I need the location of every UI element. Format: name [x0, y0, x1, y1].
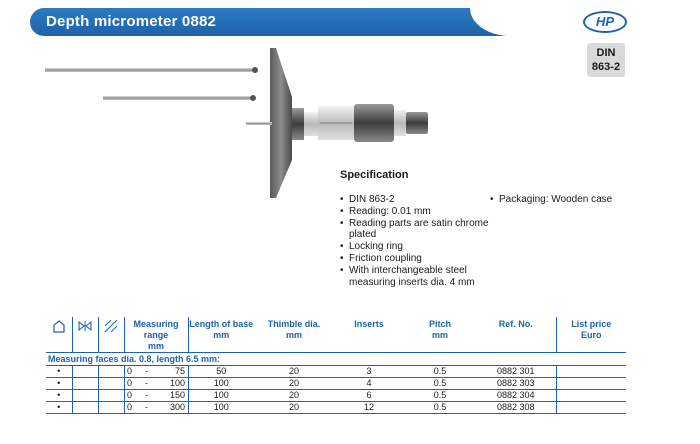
cell-pitch: 0.5	[404, 390, 476, 402]
cell-pitch: 0.5	[404, 378, 476, 390]
header-inserts: Inserts	[354, 319, 384, 329]
specification-text: Reading: 0.01 mm	[349, 205, 431, 217]
cell-inserts: 12	[334, 402, 404, 414]
specification-list-primary	[340, 194, 490, 288]
table-group-row	[46, 353, 626, 366]
page-title: Depth micrometer 0882	[46, 13, 217, 30]
cell-availability-mark: •	[46, 378, 72, 390]
product-table-wrapper	[46, 317, 626, 414]
cell-empty	[72, 402, 98, 414]
table-row	[46, 390, 626, 402]
bullet-mark: •	[340, 241, 344, 253]
range-from: 0	[127, 378, 133, 388]
range-to: 75	[174, 366, 185, 376]
specification-item	[340, 194, 490, 206]
range-to: 300	[169, 402, 185, 412]
range-from: 0	[127, 390, 133, 400]
specification-text: With interchangeable steel measuring inserts dia. 4 mm	[349, 264, 475, 288]
cell-ref-no: 0882 301	[476, 366, 556, 378]
specification-text: Reading parts are satin chrome plated	[349, 217, 489, 241]
cell-list-price	[556, 378, 626, 390]
cell-thimble-dia: 20	[254, 366, 334, 378]
header-measuring-range: Measuring range mm	[124, 317, 188, 353]
cell-measuring-range	[124, 402, 188, 414]
din-badge-line2: 863-2	[591, 61, 621, 73]
cell-length-of-base: 100	[188, 402, 254, 414]
din-badge	[587, 43, 625, 77]
cell-inserts: 6	[334, 390, 404, 402]
bullet-mark: •	[340, 194, 344, 205]
cell-empty	[98, 402, 124, 414]
brand-logo: HP	[583, 11, 627, 33]
range-to: 100	[169, 378, 185, 388]
specification-list-secondary	[490, 194, 630, 206]
cell-empty	[98, 366, 124, 378]
specification-item	[340, 265, 490, 289]
cell-thimble-dia: 20	[254, 390, 334, 402]
cell-ref-no: 0882 304	[476, 390, 556, 402]
cell-ref-no: 0882 303	[476, 378, 556, 390]
cell-thimble-dia: 20	[254, 378, 334, 390]
range-dash: -	[145, 366, 148, 376]
cell-length-of-base: 50	[188, 366, 254, 378]
cell-length-of-base: 100	[188, 390, 254, 402]
cell-thimble-dia: 20	[254, 402, 334, 414]
cell-list-price	[556, 402, 626, 414]
specification-text: Packaging: Wooden case	[499, 194, 613, 205]
product-table	[46, 317, 626, 414]
range-dash: -	[145, 378, 148, 388]
bowtie-arrows-icon	[72, 317, 98, 353]
group-label: Measuring faces dia. 0.8, length 6.5 mm:	[46, 353, 626, 366]
table-row	[46, 378, 626, 390]
bullet-mark: •	[340, 252, 344, 264]
specification-text: DIN 863-2	[349, 194, 395, 205]
crossed-hatch-icon	[98, 317, 124, 353]
specification-item	[340, 241, 490, 253]
specification-text: Friction coupling	[349, 252, 422, 264]
cell-empty	[72, 366, 98, 378]
bullet-mark: •	[340, 264, 344, 276]
cell-measuring-range	[124, 366, 188, 378]
measuring-insert-short	[103, 95, 256, 101]
cell-length-of-base: 100	[188, 378, 254, 390]
header-pitch: Pitch mm	[428, 319, 451, 340]
cell-list-price	[556, 390, 626, 402]
range-dash: -	[145, 402, 148, 412]
cell-measuring-range	[124, 378, 188, 390]
header-thimble-dia: Thimble dia. mm	[267, 319, 321, 340]
cell-availability-mark: •	[46, 390, 72, 402]
table-header-row	[46, 317, 626, 353]
table-row	[46, 402, 626, 414]
cell-pitch: 0.5	[404, 402, 476, 414]
cell-measuring-range	[124, 390, 188, 402]
micrometer-illustration	[40, 42, 480, 202]
specification-item	[340, 253, 490, 265]
cell-pitch: 0.5	[404, 366, 476, 378]
house-outline-icon	[46, 317, 72, 353]
table-row	[46, 366, 626, 378]
cell-empty	[98, 390, 124, 402]
cell-inserts: 4	[334, 378, 404, 390]
specification-item	[340, 206, 490, 218]
range-to: 150	[169, 390, 185, 400]
header-length-of-base: Length of base mm	[189, 319, 254, 340]
cell-list-price	[556, 366, 626, 378]
specification-item	[490, 194, 630, 206]
measuring-insert-long	[45, 67, 258, 73]
range-dash: -	[145, 390, 148, 400]
bullet-mark: •	[340, 217, 344, 229]
cell-availability-mark: •	[46, 366, 72, 378]
range-from: 0	[127, 366, 133, 376]
bullet-mark: •	[340, 205, 344, 217]
header-ref-no: Ref. No.	[476, 317, 556, 353]
specification-item	[340, 218, 490, 242]
cell-ref-no: 0882 308	[476, 402, 556, 414]
cell-inserts: 3	[334, 366, 404, 378]
cell-empty	[72, 390, 98, 402]
bullet-mark: •	[490, 194, 494, 205]
range-from: 0	[127, 402, 133, 412]
specification-heading: Specification	[340, 169, 409, 181]
micrometer-head	[292, 104, 428, 142]
din-badge-line1: DIN	[596, 47, 616, 59]
cell-availability-mark: •	[46, 402, 72, 414]
specification-text: Locking ring	[349, 241, 403, 253]
header-list-price: List price Euro	[571, 319, 612, 340]
cell-empty	[72, 378, 98, 390]
cell-empty	[98, 378, 124, 390]
